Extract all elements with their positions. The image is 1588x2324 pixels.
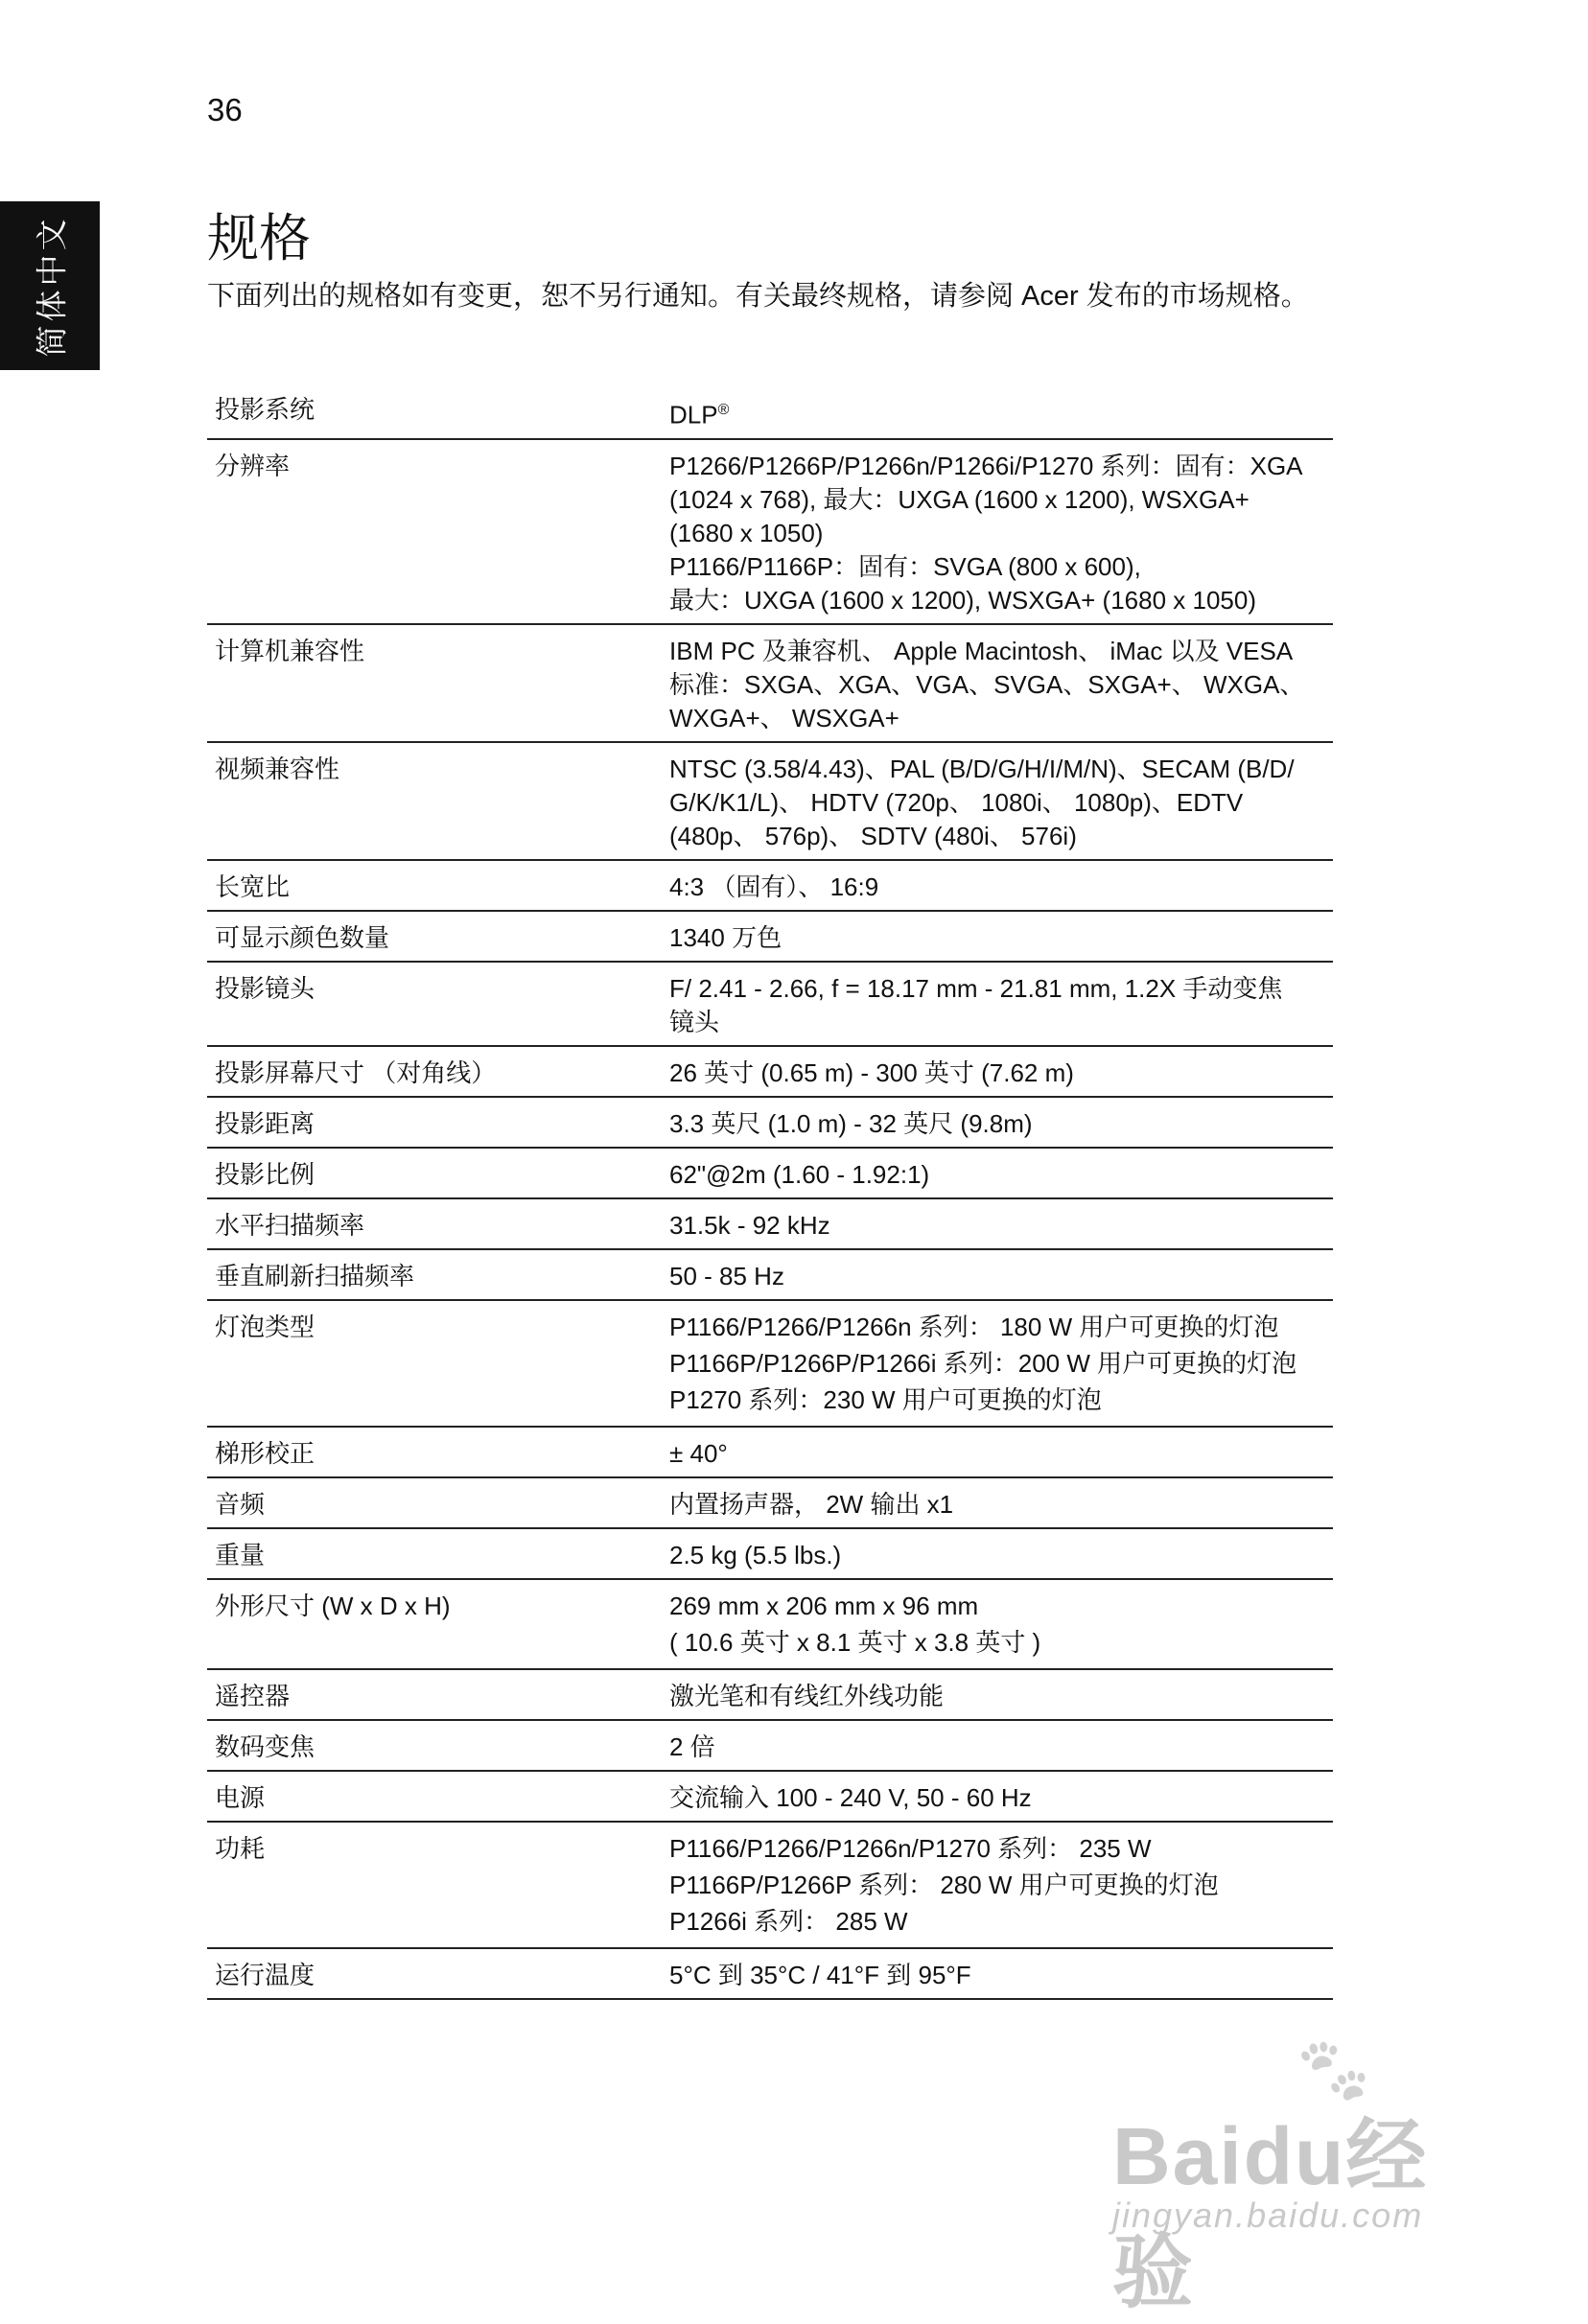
spec-value: [660, 439, 1333, 624]
spec-label: 功耗: [215, 1833, 266, 1863]
spec-value: [660, 1948, 1333, 1999]
spec-row: [207, 1528, 1333, 1579]
spec-label: 水平扫描频率: [215, 1210, 365, 1240]
spec-label: 灯泡类型: [215, 1312, 315, 1341]
language-side-tab: [0, 201, 100, 370]
spec-row: [207, 1771, 1333, 1822]
paw-icon: 🐾︎: [1291, 2034, 1376, 2108]
spec-row: [207, 1477, 1333, 1528]
spec-label: 数码变焦: [215, 1731, 315, 1761]
spec-label: 投影镜头: [215, 973, 315, 1003]
spec-row: [207, 860, 1333, 911]
spec-value-line: P1270 系列：230 W 用户可更换的灯泡: [669, 1384, 1102, 1414]
spec-value-line: P1166/P1266/P1266n 系列： 180 W 用户可更换的灯泡: [669, 1312, 1279, 1341]
spec-value-line: 1340 万色: [669, 922, 782, 952]
spec-value: [660, 1300, 1333, 1427]
spec-value: [660, 383, 1333, 439]
spec-value: [660, 1822, 1333, 1948]
spec-value-line: IBM PC 及兼容机、 Apple Macintosh、 iMac 以及 VESA: [669, 636, 1294, 665]
spec-row: [207, 1300, 1333, 1427]
spec-label: 垂直刷新扫描频率: [215, 1261, 415, 1290]
watermark-brand: Baidu经验: [1112, 2111, 1429, 2317]
spec-label: 计算机兼容性: [215, 636, 365, 665]
baidu-watermark: [1112, 2033, 1496, 2317]
spec-label: 分辨率: [215, 451, 291, 480]
spec-value: [660, 624, 1333, 742]
spec-row: [207, 1948, 1333, 1999]
spec-value-line: G/K/K1/L)、 HDTV (720p、 1080i、 1080p)、EDTV: [669, 787, 1244, 817]
spec-label: 音频: [215, 1489, 266, 1519]
spec-value: [660, 1148, 1333, 1198]
spec-value-line: NTSC (3.58/4.43)、PAL (B/D/G/H/I/M/N)、SECAM (B/D/: [669, 754, 1295, 783]
spec-value: [660, 962, 1333, 1046]
spec-label: 遥控器: [215, 1681, 291, 1710]
spec-value: [660, 1427, 1333, 1477]
spec-row: [207, 742, 1333, 860]
spec-label: 投影系统: [215, 395, 315, 424]
page-number: 36: [207, 92, 243, 128]
spec-label: 运行温度: [215, 1960, 315, 1989]
spec-value-line: 内置扬声器， 2W 输出 x1: [669, 1489, 954, 1519]
spec-row: [207, 1198, 1333, 1249]
spec-value-line: P1166/P1266/P1266n/P1270 系列： 235 W: [669, 1833, 1152, 1863]
spec-value-line: 镜头: [669, 1007, 720, 1036]
spec-value-line: P1266/P1266P/P1266n/P1266i/P1270 系列：固有：XGA: [669, 451, 1303, 480]
spec-value-line: 269 mm x 206 mm x 96 mm: [669, 1591, 979, 1620]
spec-value-line: ± 40°: [669, 1438, 728, 1468]
language-tab-label: 简体中文: [34, 215, 70, 357]
spec-label: 重量: [215, 1540, 266, 1569]
spec-value: [660, 1477, 1333, 1528]
spec-value-line: 2 倍: [669, 1731, 715, 1761]
spec-row: [207, 383, 1333, 439]
spec-label: 投影距离: [215, 1108, 315, 1138]
spec-value-line: 标准：SXGA、XGA、VGA、SVGA、SXGA+、 WXGA、: [669, 669, 1305, 699]
spec-row: [207, 1427, 1333, 1477]
spec-value-line: 2.5 kg (5.5 lbs.): [669, 1540, 842, 1569]
spec-value-line: (1024 x 768), 最大：UXGA (1600 x 1200), WSXGA+: [669, 484, 1249, 514]
spec-row: [207, 1579, 1333, 1669]
spec-row: [207, 1669, 1333, 1720]
spec-value-line: P1166P/P1266P 系列： 280 W 用户可更换的灯泡: [669, 1870, 1219, 1899]
spec-row: [207, 911, 1333, 962]
spec-value: [660, 1720, 1333, 1771]
spec-label: 电源: [215, 1782, 266, 1812]
spec-value: [660, 1046, 1333, 1097]
spec-value: [660, 742, 1333, 860]
spec-row: [207, 1097, 1333, 1148]
watermark-url: jingyan.baidu.com: [1112, 2196, 1424, 2235]
spec-table: [207, 383, 1333, 2000]
spec-label: 视频兼容性: [215, 754, 340, 783]
spec-value-line: 62"@2m (1.60 - 1.92:1): [669, 1159, 930, 1189]
spec-row: [207, 1148, 1333, 1198]
spec-label: 外形尺寸 (W x D x H): [215, 1591, 451, 1620]
spec-value: [660, 911, 1333, 962]
spec-row: [207, 1720, 1333, 1771]
spec-row: [207, 1249, 1333, 1300]
intro-paragraph: 下面列出的规格如有变更，恕不另行通知。有关最终规格，请参阅 Acer 发布的市场规格。: [207, 281, 1309, 312]
page-title: 规格: [207, 210, 311, 267]
spec-row: [207, 1822, 1333, 1948]
spec-row: [207, 962, 1333, 1046]
spec-value-line: (480p、 576p)、 SDTV (480i、 576i): [669, 821, 1077, 850]
spec-value: [660, 1528, 1333, 1579]
spec-value-line: 最大：UXGA (1600 x 1200), WSXGA+ (1680 x 1050): [669, 585, 1257, 615]
spec-value-line: 5°C 到 35°C / 41°F 到 95°F: [669, 1960, 971, 1989]
registered-mark: ®: [717, 402, 730, 418]
spec-value-line: 4:3 （固有）、 16:9: [669, 872, 879, 901]
spec-value: [660, 1771, 1333, 1822]
spec-value-line: 26 英寸 (0.65 m) - 300 英寸 (7.62 m): [669, 1057, 1074, 1087]
spec-value: [660, 1249, 1333, 1300]
spec-value-line: ( 10.6 英寸 x 8.1 英寸 x 3.8 英寸 ): [669, 1627, 1041, 1657]
spec-label: 投影屏幕尺寸 （对角线）: [215, 1057, 497, 1087]
spec-row: [207, 624, 1333, 742]
spec-value: [660, 1579, 1333, 1669]
spec-value-line: WXGA+、 WSXGA+: [669, 703, 899, 732]
spec-value-line: 激光笔和有线红外线功能: [669, 1681, 945, 1710]
spec-value-line: F/ 2.41 - 2.66, f = 18.17 mm - 21.81 mm, 1.2X 手动变焦: [669, 973, 1283, 1003]
spec-label: 投影比例: [215, 1159, 315, 1189]
spec-value-line: DLP: [669, 400, 718, 430]
spec-value-line: 交流输入 100 - 240 V, 50 - 60 Hz: [669, 1782, 1032, 1812]
spec-value: [660, 1198, 1333, 1249]
spec-value-line: 31.5k - 92 kHz: [669, 1210, 830, 1240]
spec-row: [207, 439, 1333, 624]
spec-value: [660, 1097, 1333, 1148]
spec-value-line: P1166P/P1266P/P1266i 系列：200 W 用户可更换的灯泡: [669, 1348, 1297, 1378]
spec-label: 长宽比: [215, 872, 291, 901]
spec-value-line: 3.3 英尺 (1.0 m) - 32 英尺 (9.8m): [669, 1108, 1033, 1138]
spec-value: [660, 860, 1333, 911]
spec-value-line: 50 - 85 Hz: [669, 1261, 784, 1290]
spec-label: 可显示颜色数量: [215, 922, 390, 952]
spec-value-line: P1266i 系列： 285 W: [669, 1906, 908, 1936]
spec-value-line: (1680 x 1050): [669, 518, 824, 547]
spec-row: [207, 1046, 1333, 1097]
spec-value-line: P1166/P1166P：固有：SVGA (800 x 600),: [669, 551, 1141, 581]
spec-value: [660, 1669, 1333, 1720]
spec-label: 梯形校正: [215, 1438, 315, 1468]
